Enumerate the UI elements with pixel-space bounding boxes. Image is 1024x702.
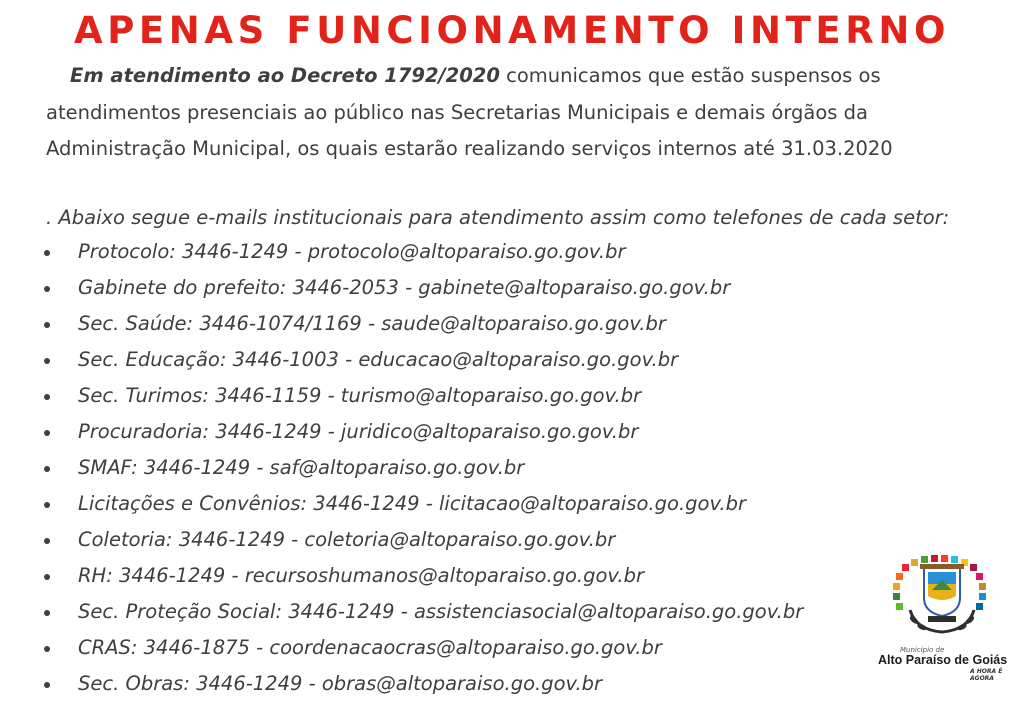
bullet-icon (44, 574, 50, 580)
contact-item (0, 414, 803, 450)
bullet-icon (44, 322, 50, 328)
decree-reference: Em atendimento ao Decreto 1792/2020 (70, 64, 500, 87)
bullet-icon (44, 430, 50, 436)
bullet-icon (44, 250, 50, 256)
logo-slogan: A HORA É AGORA (970, 668, 1003, 682)
notice-body: comunicamos que estão suspensos os atendimentos presenciais ao público nas Secretarias Municipais e demais órgãos da Administração Municipal, os quais estarão realizando serviços internos até 31.03.2020 (46, 64, 893, 160)
contact-text: Procuradoria: 3446-1249 - juridico@altoparaiso.go.gov.br (78, 420, 639, 443)
bullet-icon (44, 358, 50, 364)
bullet-icon (44, 466, 50, 472)
logo-municipality-name: Alto Paraíso de Goiás (878, 653, 1008, 667)
contact-item (0, 594, 803, 630)
contact-text: Sec. Turimos: 3446-1159 - turismo@altoparaiso.go.gov.br (78, 384, 642, 407)
contact-text: Sec. Obras: 3446-1249 - obras@altoparaiso.go.gov.br (78, 672, 603, 695)
bullet-icon (44, 646, 50, 652)
page-title: APENAS FUNCIONAMENTO INTERNO (73, 9, 950, 52)
bullet-icon (44, 682, 50, 688)
bullet-icon (44, 610, 50, 616)
contact-text: Sec. Proteção Social: 3446-1249 - assistenciasocial@altoparaiso.go.gov.br (78, 600, 804, 623)
contact-text: Gabinete do prefeito: 3446-2053 - gabinete@altoparaiso.go.gov.br (78, 276, 731, 299)
contact-text: SMAF: 3446-1249 - saf@altoparaiso.go.gov.br (78, 456, 525, 479)
municipality-logo (872, 550, 1012, 680)
contact-text: CRAS: 3446-1875 - coordenacaocras@altoparaiso.go.gov.br (78, 636, 662, 659)
contact-item (0, 558, 803, 594)
contacts-intro: . Abaixo segue e-mails institucionais para atendimento assim como telefones de cada setor: (46, 206, 950, 229)
contact-text: RH: 3446-1249 - recursoshumanos@altoparaiso.go.gov.br (78, 564, 644, 587)
contact-text: Licitações e Convênios: 3446-1249 - licitacao@altoparaiso.go.gov.br (78, 492, 746, 515)
contact-item (0, 522, 803, 558)
contact-text: Coletoria: 3446-1249 - coletoria@altoparaiso.go.gov.br (78, 528, 616, 551)
contact-item (0, 234, 803, 270)
bullet-icon (44, 394, 50, 400)
contact-item (0, 306, 803, 342)
contact-item (0, 486, 803, 522)
logo-caption: Município de (900, 646, 945, 654)
contact-item (0, 378, 803, 414)
contact-item (0, 630, 803, 666)
bullet-icon (44, 538, 50, 544)
contact-text: Sec. Saúde: 3446-1074/1169 - saude@altoparaiso.go.gov.br (78, 312, 666, 335)
notice-paragraph (46, 58, 1006, 168)
contact-text: Sec. Educação: 3446-1003 - educacao@altoparaiso.go.gov.br (78, 348, 679, 371)
contact-item (0, 450, 803, 486)
contact-item (0, 666, 803, 702)
contact-list (0, 234, 803, 702)
contact-text: Protocolo: 3446-1249 - protocolo@altoparaiso.go.gov.br (78, 240, 626, 263)
bullet-icon (44, 502, 50, 508)
coat-of-arms-icon (872, 550, 1012, 650)
contact-item (0, 270, 803, 306)
bullet-icon (44, 286, 50, 292)
shield-icon (920, 564, 964, 616)
contact-item (0, 342, 803, 378)
